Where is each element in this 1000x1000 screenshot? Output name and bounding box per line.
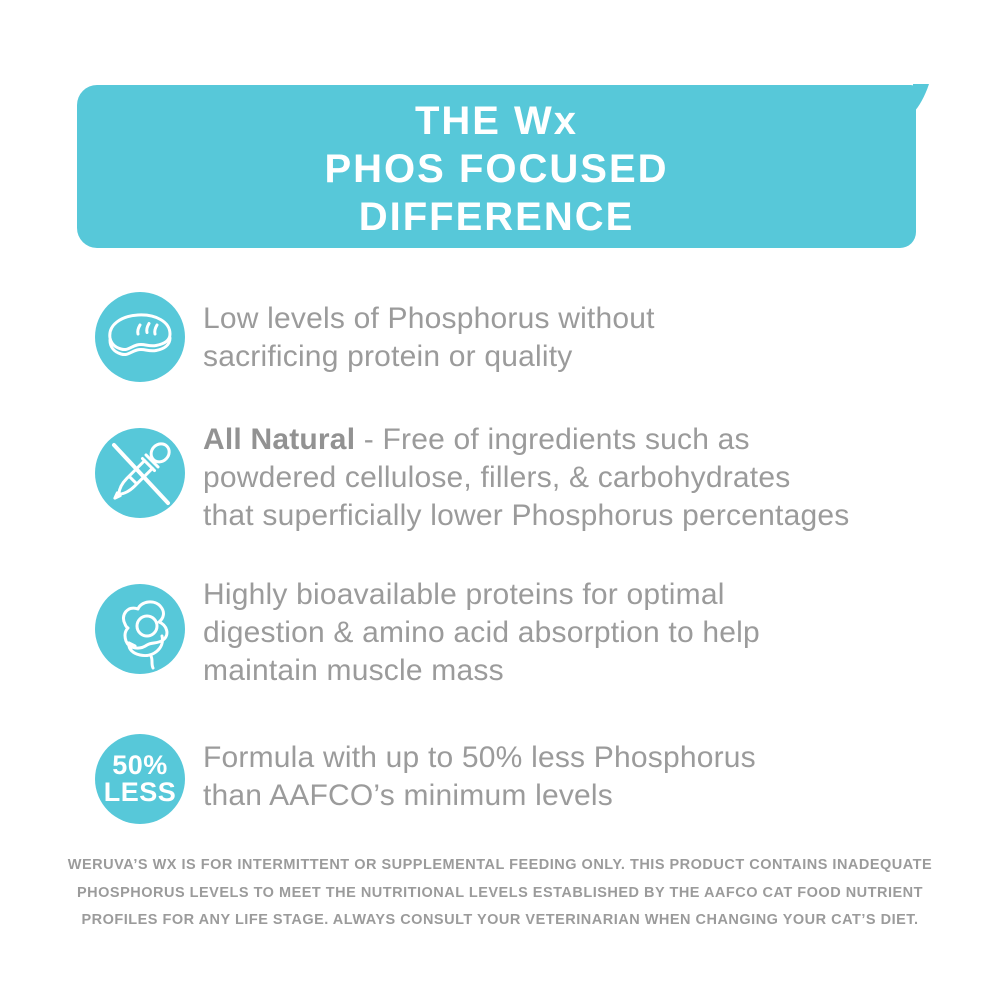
benefit-all-natural-line1-rest: - Free of ingredients such as	[355, 423, 750, 456]
benefit-fifty-percent-less-line2: than AAFCO’s minimum levels	[203, 779, 613, 812]
page-title	[77, 97, 916, 241]
benefit-bioavailable	[203, 576, 760, 690]
disclaimer-line3: PROFILES FOR ANY LIFE STAGE. ALWAYS CONSULT YOUR VETERINARIAN WHEN CHANGING YOUR CAT’S DIET.	[81, 912, 919, 928]
no-additives-dropper-icon	[95, 428, 185, 518]
page-title-line2: PHOS FOCUSED	[324, 147, 669, 191]
disclaimer-line1: WERUVA’S WX IS FOR INTERMITTENT OR SUPPLEMENTAL FEEDING ONLY. THIS PRODUCT CONTAINS INADEQUATE	[67, 857, 933, 873]
benefit-bioavailable-line1: Highly bioavailable proteins for optimal	[203, 578, 725, 611]
disclaimer	[50, 852, 950, 935]
benefit-fifty-percent-less-line1: Formula with up to 50% less Phosphorus	[203, 741, 756, 774]
benefit-low-phosphorus-line1: Low levels of Phosphorus without	[203, 302, 655, 335]
benefit-fifty-percent-less	[203, 739, 756, 815]
fifty-percent-less-label	[104, 752, 177, 806]
benefit-all-natural-line2: powdered cellulose, fillers, & carbohydrates	[203, 461, 791, 494]
fifty-percent-less-badge	[95, 734, 185, 824]
page-title-line3: DIFFERENCE	[358, 195, 635, 239]
benefit-low-phosphorus	[203, 300, 655, 376]
benefit-all-natural-bold: All Natural	[203, 423, 356, 456]
fifty-percent-less-line1: 50%	[112, 750, 168, 780]
benefit-low-phosphorus-line2: sacrificing protein or quality	[203, 340, 573, 373]
benefit-all-natural-line1	[203, 421, 849, 459]
fifty-percent-less-line2: LESS	[103, 777, 177, 807]
benefit-all-natural-line3: that superficially lower Phosphorus percentages	[203, 499, 850, 532]
page-title-line1: THE Wx	[414, 99, 579, 143]
egg-icon	[95, 584, 185, 674]
benefit-bioavailable-line2: digestion & amino acid absorption to help	[203, 616, 760, 649]
disclaimer-line2: PHOSPHORUS LEVELS TO MEET THE NUTRITIONAL LEVELS ESTABLISHED BY THE AAFCO CAT FOOD NUTRIENT	[77, 884, 923, 901]
benefit-bioavailable-line3: maintain muscle mass	[203, 654, 504, 687]
benefit-all-natural	[203, 421, 849, 535]
meat-icon	[95, 292, 185, 382]
header-banner	[77, 85, 916, 248]
